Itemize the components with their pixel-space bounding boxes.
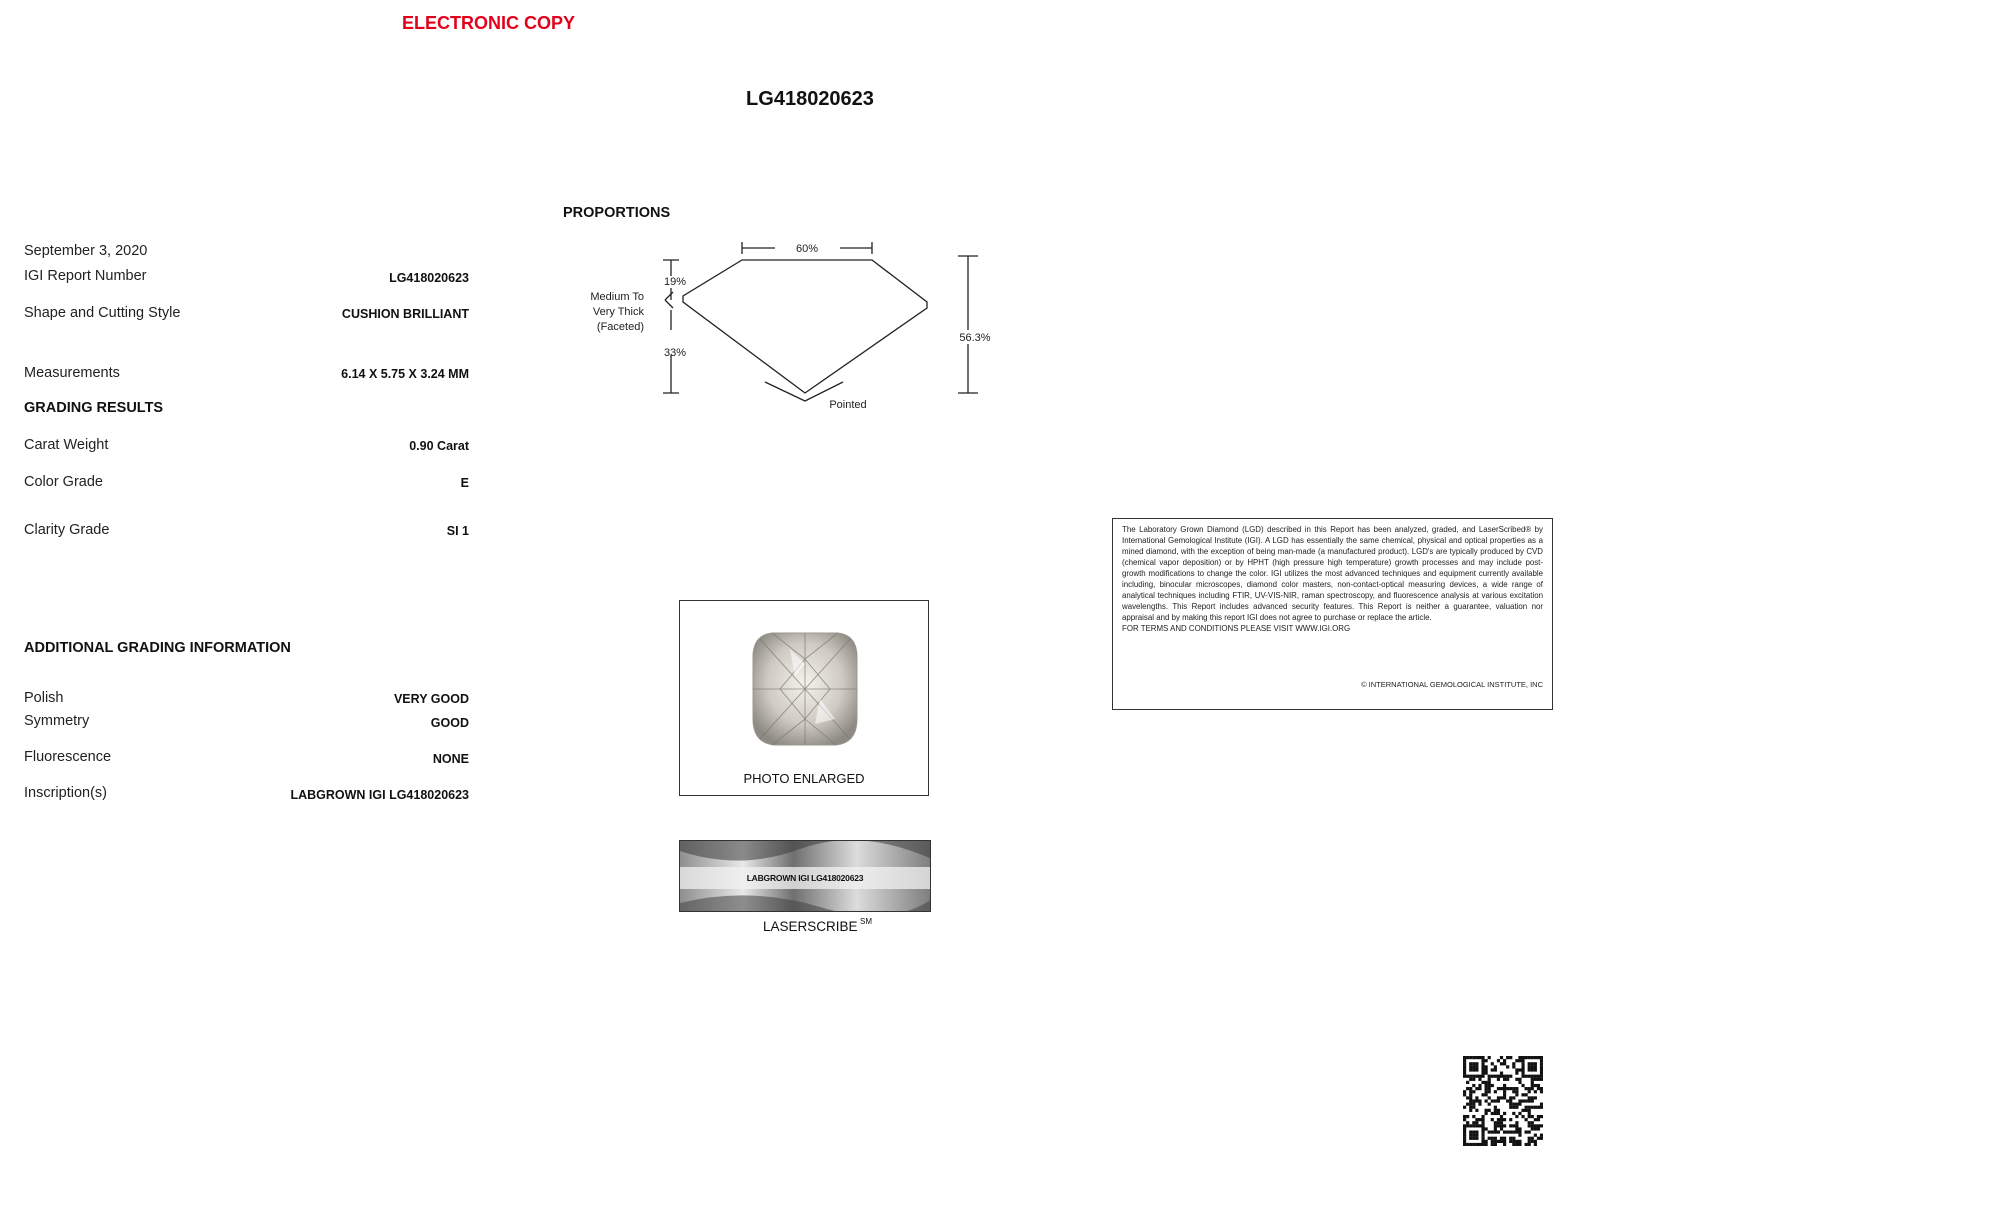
disclaimer-terms: FOR TERMS AND CONDITIONS PLEASE VISIT WWW.IGI.ORG bbox=[1122, 624, 1351, 633]
field-value-fluorescence: NONE bbox=[432, 752, 469, 766]
field-label-shape: Shape and Cutting Style bbox=[24, 305, 181, 321]
table-percent: 60% bbox=[795, 243, 819, 255]
pavilion-percent: 33% bbox=[663, 347, 687, 359]
proportions-diagram bbox=[570, 230, 1000, 425]
electronic-copy-label: ELECTRONIC COPY bbox=[402, 13, 576, 33]
crown-percent: 19% bbox=[663, 276, 687, 288]
field-value-carat: 0.90 Carat bbox=[409, 439, 469, 453]
field-value-polish: VERY GOOD bbox=[393, 692, 469, 706]
field-value-inscription: LABGROWN IGI LG418020623 bbox=[290, 788, 469, 802]
field-label-carat: Carat Weight bbox=[24, 437, 109, 453]
report-number-title: LG418020623 bbox=[746, 88, 874, 110]
grading-results-heading: GRADING RESULTS bbox=[24, 400, 164, 416]
diamond-photo-box bbox=[679, 600, 929, 796]
diamond-profile-outline bbox=[683, 260, 927, 393]
field-label-symmetry: Symmetry bbox=[24, 713, 90, 729]
field-label-fluorescence: Fluorescence bbox=[24, 749, 112, 765]
laserscribe-superscript: SM bbox=[860, 917, 872, 926]
laserscribe-image-box bbox=[679, 840, 931, 912]
girdle-bracket bbox=[665, 292, 673, 308]
total-depth-dimension-line bbox=[958, 256, 978, 393]
field-label-report-number: IGI Report Number bbox=[24, 268, 147, 284]
field-label-measurements: Measurements bbox=[24, 365, 120, 381]
proportions-heading: PROPORTIONS bbox=[563, 205, 671, 221]
disclaimer-copyright: © INTERNATIONAL GEMOLOGICAL INSTITUTE, INC bbox=[1361, 680, 1543, 689]
field-value-symmetry: GOOD bbox=[430, 716, 469, 730]
qr-code-graphic bbox=[1463, 1056, 1543, 1146]
field-value-clarity: SI 1 bbox=[446, 524, 469, 538]
field-value-shape: CUSHION BRILLIANT bbox=[341, 307, 469, 321]
qr-code bbox=[1463, 1056, 1543, 1151]
field-value-measurements: 6.14 X 5.75 X 3.24 MM bbox=[341, 367, 469, 381]
diamond-photo-image bbox=[750, 629, 860, 749]
field-label-clarity: Clarity Grade bbox=[24, 522, 110, 538]
field-label-inscription: Inscription(s) bbox=[24, 785, 107, 801]
field-value-report-number: LG418020623 bbox=[389, 271, 469, 285]
laserscribe-caption: LASERSCRIBE bbox=[763, 919, 858, 934]
field-value-color: E bbox=[460, 476, 469, 490]
laserscribe-inscription: LABGROWN IGI LG418020623 bbox=[746, 873, 864, 883]
additional-info-heading: ADDITIONAL GRADING INFORMATION bbox=[24, 640, 291, 656]
disclaimer-box bbox=[1112, 518, 1553, 710]
girdle-line-3: (Faceted) bbox=[596, 321, 644, 333]
field-label-color: Color Grade bbox=[24, 474, 103, 490]
girdle-line-1: Medium To bbox=[590, 291, 644, 303]
disclaimer-body: The Laboratory Grown Diamond (LGD) described in this Report has been analyzed, graded, and LaserScribed® by International Gemological Institute (IGI). A LGD has essentially the same chemical, physical and optical properties as a mined diamond, with the exception of being man-made (a manufactured product). LGD's are typically produced by CVD (chemical vapor deposition) or by HPHT (high pressure high temperature) growth processes and may include post-growth modifications to change the color. IGI utilizes the most advanced techniques and equipment currently available including, binocular microscopes, diamond color masters, non-contact-optical measuring devices, a wide range of analytical techniques including FTIR, UV-VIS-NIR, raman spectroscopy, and fluorescence analysis at various excitation wavelengths. This Report includes advanced security features. This Report is neither a guarantee, valuation nor appraisal and by making this report IGI does not agree to purchase or replace the article. bbox=[1122, 525, 1543, 622]
report-date: September 3, 2020 bbox=[24, 243, 148, 259]
total-depth-percent: 56.3% bbox=[959, 332, 991, 344]
culet-label: Pointed bbox=[829, 399, 867, 411]
photo-caption: PHOTO ENLARGED bbox=[743, 771, 865, 786]
field-label-polish: Polish bbox=[24, 690, 64, 706]
girdle-line-2: Very Thick bbox=[592, 306, 644, 318]
